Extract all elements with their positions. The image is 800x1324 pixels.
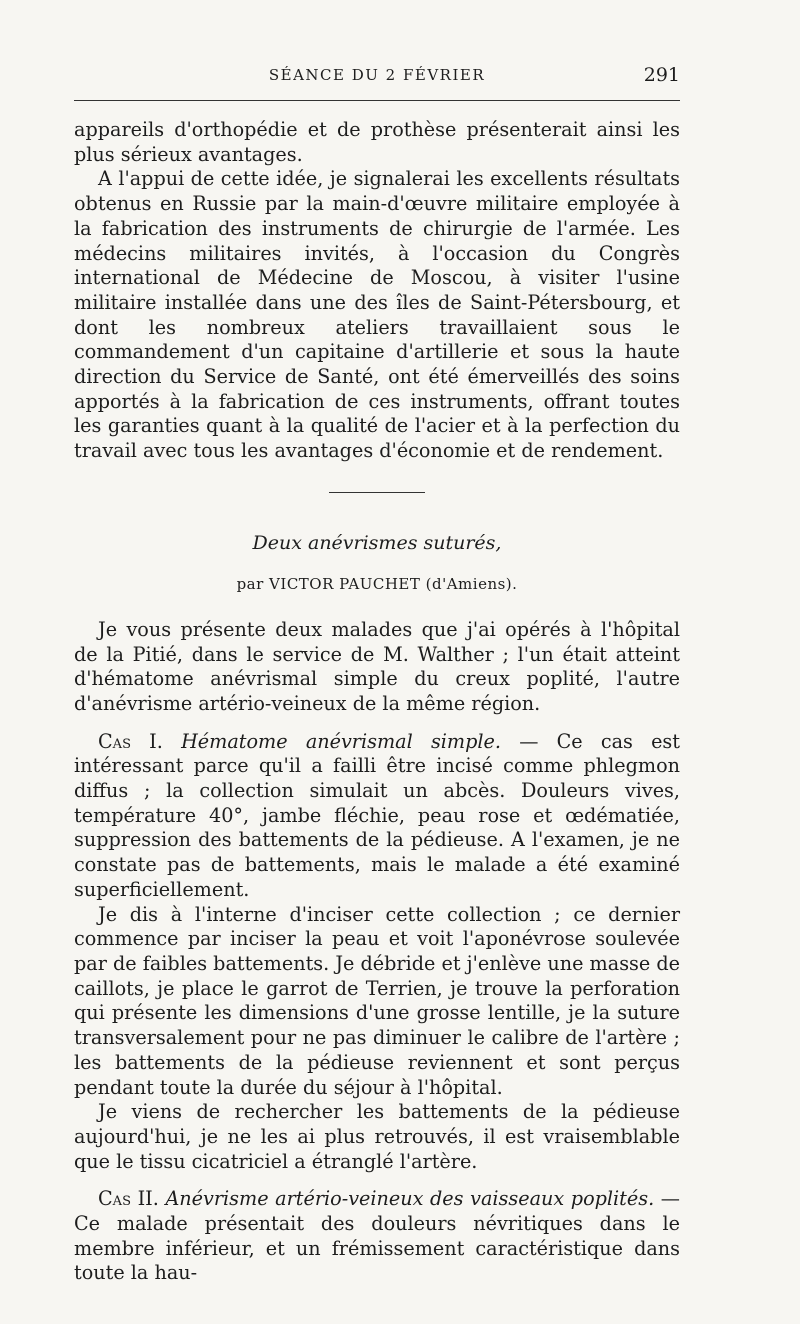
paragraph-gap bbox=[74, 1174, 680, 1187]
case-2-label: Cas II. bbox=[98, 1187, 159, 1211]
article-intro: Je vous présente deux malades que j'ai opérés à l'hôpital de la Pitié, dans le service de M. Walther ; l'un était atteint d'hématome anévrismal simple du creux poplité, l'autre d'anévrisme artério-veineux de la même région. bbox=[74, 617, 680, 715]
case-2-title: Anévrisme artério-veineux des vaisseaux poplités. bbox=[165, 1187, 655, 1211]
paragraph-gap bbox=[74, 717, 680, 730]
paragraph-russia: A l'appui de cette idée, je signalerai les excellents résultats obtenus en Russie par la main-d'œuvre militaire employée à la fabrication des instruments de chirurgie de l'armée. Les médecins militaires invités, à l'occasion du Congrès international de Médecine de Moscou, à visiter l'usine militaire installée dans une des îles de Saint-Pétersbourg, et dont les nombreux ateliers travaillaient sous le commandement d'un capitaine d'artillerie et sous la haute direction du Service de Santé, ont été émerveillés des soins apportés à la fabrication de ces instruments, offrant toutes les garanties quant à la qualité de l'acier et à la perfection du travail avec tous les avantages d'économie et de rendement. bbox=[74, 167, 680, 463]
article-author: par VICTOR PAUCHET (d'Amiens). bbox=[236, 574, 518, 593]
case-1-label: Cas I. bbox=[98, 729, 163, 753]
case-1-paragraph-3: Je viens de rechercher les battements de la pédieuse aujourd'hui, je ne les ai plus retrouvés, il est vraisemblable que le tissu cicatriciel a étranglé l'artère. bbox=[74, 1100, 680, 1173]
paragraph-continuation: appareils d'orthopédie et de prothèse présenterait ainsi les plus sérieux avantages. bbox=[74, 118, 680, 166]
case-1-title: Hématome anévrismal simple. bbox=[181, 729, 501, 753]
case-1-paragraph bbox=[74, 730, 680, 903]
article-title: Deux anévrismes suturés, bbox=[252, 531, 502, 554]
case-2-paragraph bbox=[74, 1187, 680, 1286]
page-number: 291 bbox=[643, 64, 680, 86]
body-text bbox=[74, 118, 680, 1286]
running-title: SÉANCE DU 2 FÉVRIER bbox=[268, 66, 486, 84]
section-separator bbox=[329, 492, 425, 493]
running-head bbox=[74, 64, 680, 88]
case-1-paragraph-2: Je dis à l'interne d'inciser cette collection ; ce dernier commence par inciser la peau et voit l'aponévrose soulevée par de faibles battements. Je débride et j'enlève une masse de caillots, je place le garrot de Terrien, je trouve la perforation qui présente les dimensions d'une grosse lentille, je la suture transversalement pour ne pas diminuer le calibre de l'artère ; les battements de la pédieuse reviennent et sont perçus pendant toute la durée du séjour à l'hôpital. bbox=[74, 902, 680, 1099]
header-rule bbox=[74, 100, 680, 101]
case-1-text: — Ce cas est intéressant parce qu'il a failli être incisé comme phlegmon diffus ; la collection simulait un abcès. Douleurs vives, température 40°, jambe fléchie, peau rose et œdématiée, suppression des battements de la pédieuse. A l'examen, je ne constate pas de battements, mais le malade a été examiné superficiellement. bbox=[74, 729, 680, 901]
case-2-text: — Ce malade présentait des douleurs névritiques dans le membre inférieur, et un frémissement caractéristique dans toute la hau- bbox=[74, 1187, 680, 1285]
